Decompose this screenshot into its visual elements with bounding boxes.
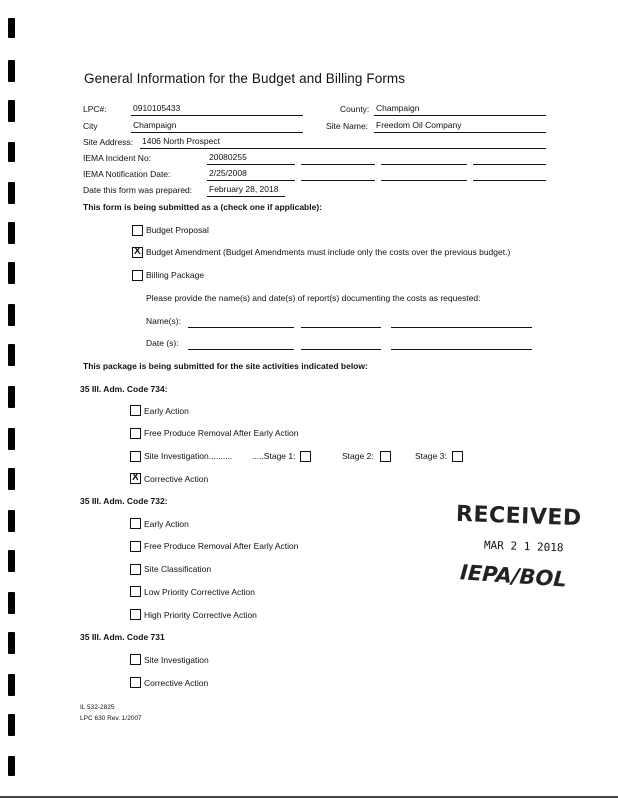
binder-mark xyxy=(8,592,15,614)
names-label: Name(s): xyxy=(146,316,181,326)
stage-2-label: Stage 2: xyxy=(342,451,374,461)
city-value: Champaign xyxy=(133,120,177,130)
county-field[interactable] xyxy=(374,104,546,116)
binder-mark xyxy=(8,428,15,450)
binder-mark xyxy=(8,468,15,490)
code-731-heading: 35 Ill. Adm. Code 731 xyxy=(80,632,165,642)
budget-amendment-label: Budget Amendment (Budget Amendments must include only the costs over the previous budget.) xyxy=(146,247,511,257)
budget-amendment-checkbox[interactable] xyxy=(132,247,143,258)
734-free-produce-checkbox[interactable] xyxy=(130,428,141,439)
binder-mark xyxy=(8,142,15,162)
stage-1-label: .....Stage 1: xyxy=(252,451,296,461)
received-stamp: RECEIVED xyxy=(455,501,583,532)
report-date-field-1[interactable] xyxy=(188,338,294,350)
activities-heading: This package is being submitted for the site activities indicated below: xyxy=(83,361,368,371)
732-early-action-checkbox[interactable] xyxy=(130,518,141,529)
scan-edge-divider xyxy=(0,796,618,798)
report-name-field-3[interactable] xyxy=(391,316,532,328)
binder-mark xyxy=(8,386,15,408)
site-name-label: Site Name: xyxy=(326,121,369,131)
binder-mark xyxy=(8,60,15,82)
stage-1-checkbox[interactable] xyxy=(300,451,311,462)
734-free-produce-label: Free Produce Removal After Early Action xyxy=(144,428,299,438)
code-732-heading: 35 Ill. Adm. Code 732: xyxy=(80,496,168,506)
dates-label: Date (s): xyxy=(146,338,179,348)
code-734-heading: 35 Ill. Adm. Code 734: xyxy=(80,384,168,394)
site-address-field[interactable] xyxy=(140,137,546,149)
stamp-date: MAR 2 1 2018 xyxy=(483,538,564,555)
binder-mark xyxy=(8,632,15,654)
iema-notification-field-3[interactable] xyxy=(381,169,467,181)
731-site-investigation-checkbox[interactable] xyxy=(130,654,141,665)
binder-mark xyxy=(8,550,15,572)
732-free-produce-label: Free Produce Removal After Early Action xyxy=(144,541,299,551)
binder-mark xyxy=(8,344,15,366)
billing-package-checkbox[interactable] xyxy=(132,270,143,281)
732-low-priority-checkbox[interactable] xyxy=(130,586,141,597)
iema-incident-label: IEMA Incident No: xyxy=(83,153,152,163)
734-early-action-checkbox[interactable] xyxy=(130,405,141,416)
stage-3-checkbox[interactable] xyxy=(452,451,463,462)
734-site-investigation-label: Site Investigation.......... xyxy=(144,451,233,461)
checkbox-mark: X xyxy=(132,472,139,483)
reports-note: Please provide the name(s) and date(s) of report(s) documenting the costs as requested: xyxy=(146,293,481,303)
site-name-field[interactable] xyxy=(374,121,546,133)
date-prepared-value: February 28, 2018 xyxy=(209,184,279,194)
binder-mark xyxy=(8,674,15,696)
734-corrective-action-checkbox[interactable] xyxy=(130,473,141,484)
732-early-action-label: Early Action xyxy=(144,519,189,529)
stage-2-checkbox[interactable] xyxy=(380,451,391,462)
lpc-field[interactable] xyxy=(131,104,303,116)
submission-heading: This form is being submitted as a (check one if applicable): xyxy=(83,202,322,212)
date-prepared-field[interactable] xyxy=(207,185,285,197)
binder-mark xyxy=(8,222,15,244)
site-address-label: Site Address: xyxy=(83,137,134,147)
iema-incident-field[interactable] xyxy=(207,153,295,165)
binder-mark xyxy=(8,18,15,38)
iema-incident-field-3[interactable] xyxy=(381,153,467,165)
budget-proposal-label: Budget Proposal xyxy=(146,225,209,235)
732-site-classification-checkbox[interactable] xyxy=(130,564,141,575)
iema-notification-field[interactable] xyxy=(207,169,295,181)
731-site-investigation-label: Site Investigation xyxy=(144,655,209,665)
732-high-priority-checkbox[interactable] xyxy=(130,609,141,620)
iema-notification-value: 2/25/2008 xyxy=(209,168,247,178)
binder-mark xyxy=(8,182,15,204)
iema-notification-field-4[interactable] xyxy=(473,169,546,181)
city-label: City xyxy=(83,121,98,131)
731-corrective-action-label: Corrective Action xyxy=(144,678,209,688)
binder-mark xyxy=(8,510,15,532)
date-prepared-label: Date this form was prepared: xyxy=(83,185,193,195)
report-date-field-3[interactable] xyxy=(391,338,532,350)
form-revision: LPC 630 Rev. 1/2007 xyxy=(80,715,142,722)
checkbox-mark: X xyxy=(134,246,141,257)
report-name-field-2[interactable] xyxy=(301,316,381,328)
report-name-field-1[interactable] xyxy=(188,316,294,328)
iema-incident-field-2[interactable] xyxy=(301,153,375,165)
binder-mark xyxy=(8,100,15,122)
stage-3-label: Stage 3: xyxy=(415,451,447,461)
732-site-classification-label: Site Classification xyxy=(144,564,212,574)
county-value: Champaign xyxy=(376,103,420,113)
732-low-priority-label: Low Priority Corrective Action xyxy=(144,587,256,597)
county-label: County: xyxy=(340,104,370,114)
734-early-action-label: Early Action xyxy=(144,406,189,416)
732-free-produce-checkbox[interactable] xyxy=(130,541,141,552)
stamp-agency: IEPA/BOL xyxy=(459,560,568,592)
734-site-investigation-checkbox[interactable] xyxy=(130,451,141,462)
732-high-priority-label: High Priority Corrective Action xyxy=(144,610,257,620)
iema-incident-value: 20080255 xyxy=(209,152,247,162)
site-name-value: Freedom Oil Company xyxy=(376,120,462,130)
734-corrective-action-label: Corrective Action xyxy=(144,474,209,484)
lpc-label: LPC#: xyxy=(83,104,107,114)
731-corrective-action-checkbox[interactable] xyxy=(130,677,141,688)
report-date-field-2[interactable] xyxy=(301,338,381,350)
iema-incident-field-4[interactable] xyxy=(473,153,546,165)
site-address-value: 1406 North Prospect xyxy=(142,136,220,146)
city-field[interactable] xyxy=(131,121,303,133)
lpc-value: 0910105433 xyxy=(133,103,181,113)
billing-package-label: Billing Package xyxy=(146,270,205,280)
budget-proposal-checkbox[interactable] xyxy=(132,225,143,236)
binder-mark xyxy=(8,262,15,284)
binder-mark xyxy=(8,714,15,736)
iema-notification-label: IEMA Notification Date: xyxy=(83,169,171,179)
binder-mark xyxy=(8,304,15,326)
form-number: IL 532-2825 xyxy=(80,704,115,711)
iema-notification-field-2[interactable] xyxy=(301,169,375,181)
page-title: General Information for the Budget and Billing Forms xyxy=(84,71,406,86)
binder-mark xyxy=(8,756,15,776)
